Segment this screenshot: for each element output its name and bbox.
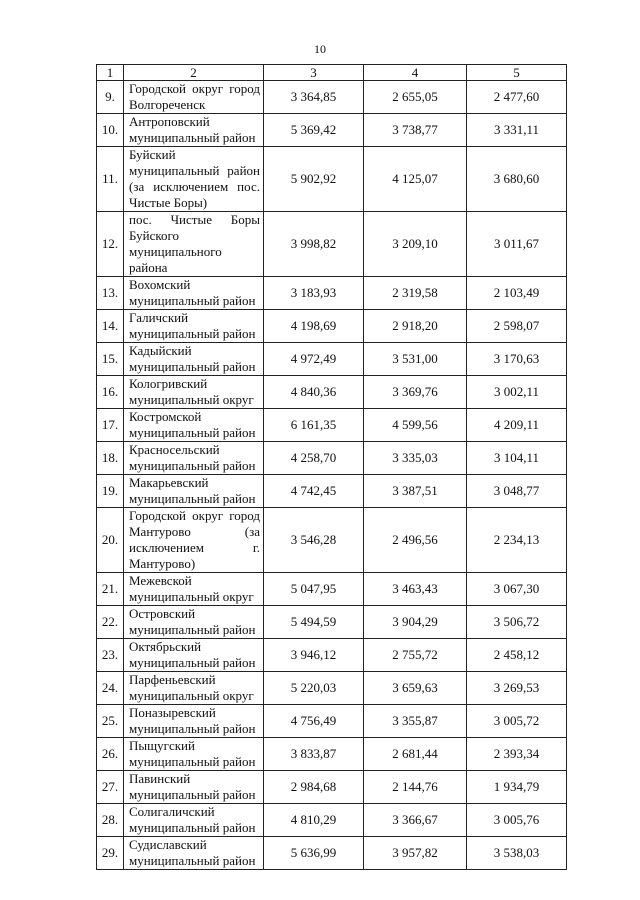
table-row [97, 114, 567, 147]
column-4-value-cell: 2 144,76 [364, 771, 467, 804]
column-5-value-cell: 2 103,49 [467, 277, 567, 310]
table-row [97, 81, 567, 114]
territory-name-cell: Костромской муниципальный район [124, 409, 264, 442]
territory-name-cell: Пыщугский муниципальный район [124, 738, 264, 771]
data-table [96, 64, 567, 870]
table-row [97, 804, 567, 837]
territory-name-cell: Вохомский муниципальный район [124, 277, 264, 310]
territory-name-cell: Городской округ город Волгореченск [124, 81, 264, 114]
table-row [97, 376, 567, 409]
column-5-value-cell: 4 209,11 [467, 409, 567, 442]
column-5-value-cell: 2 477,60 [467, 81, 567, 114]
column-header: 1 [97, 65, 124, 81]
column-3-value-cell: 4 840,36 [264, 376, 364, 409]
territory-name-cell: Октябрьский муниципальный район [124, 639, 264, 672]
row-number-cell: 27. [97, 771, 124, 804]
column-5-value-cell: 3 104,11 [467, 442, 567, 475]
table-row [97, 573, 567, 606]
column-header: 5 [467, 65, 567, 81]
table-row [97, 672, 567, 705]
column-4-value-cell: 3 209,10 [364, 212, 467, 277]
page-number: 10 [314, 42, 326, 56]
column-3-value-cell: 4 756,49 [264, 705, 364, 738]
table-body [97, 81, 567, 870]
column-header: 3 [264, 65, 364, 81]
column-4-value-cell: 2 496,56 [364, 508, 467, 573]
column-5-value-cell: 3 067,30 [467, 573, 567, 606]
column-5-value-cell: 2 393,34 [467, 738, 567, 771]
column-4-value-cell: 2 681,44 [364, 738, 467, 771]
territory-name-cell: Кадыйский муниципальный район [124, 343, 264, 376]
row-number-cell: 19. [97, 475, 124, 508]
column-3-value-cell: 3 546,28 [264, 508, 364, 573]
column-3-value-cell: 4 198,69 [264, 310, 364, 343]
header-row [97, 65, 567, 81]
territory-name-cell: Павинский муниципальный район [124, 771, 264, 804]
column-5-value-cell: 3 331,11 [467, 114, 567, 147]
row-number-cell: 12. [97, 212, 124, 277]
column-5-value-cell: 3 005,72 [467, 705, 567, 738]
column-5-value-cell: 3 269,53 [467, 672, 567, 705]
column-header: 4 [364, 65, 467, 81]
column-4-value-cell: 2 319,58 [364, 277, 467, 310]
column-3-value-cell: 4 258,70 [264, 442, 364, 475]
column-4-value-cell: 3 355,87 [364, 705, 467, 738]
row-number-cell: 11. [97, 147, 124, 212]
column-5-value-cell: 2 598,07 [467, 310, 567, 343]
column-4-value-cell: 3 738,77 [364, 114, 467, 147]
row-number-cell: 26. [97, 738, 124, 771]
column-header: 2 [124, 65, 264, 81]
territory-name-cell: Островский муниципальный район [124, 606, 264, 639]
column-5-value-cell: 2 234,13 [467, 508, 567, 573]
row-number-cell: 25. [97, 705, 124, 738]
row-number-cell: 9. [97, 81, 124, 114]
column-4-value-cell: 3 387,51 [364, 475, 467, 508]
column-4-value-cell: 3 366,67 [364, 804, 467, 837]
column-3-value-cell: 4 810,29 [264, 804, 364, 837]
table-row [97, 639, 567, 672]
column-5-value-cell: 3 506,72 [467, 606, 567, 639]
column-5-value-cell: 3 538,03 [467, 837, 567, 870]
territory-name-cell: Макарьевский муниципальный район [124, 475, 264, 508]
column-3-value-cell: 5 494,59 [264, 606, 364, 639]
column-4-value-cell: 3 957,82 [364, 837, 467, 870]
column-4-value-cell: 3 531,00 [364, 343, 467, 376]
row-number-cell: 20. [97, 508, 124, 573]
row-number-cell: 16. [97, 376, 124, 409]
table-row [97, 277, 567, 310]
table-row [97, 837, 567, 870]
table-row [97, 771, 567, 804]
column-3-value-cell: 3 998,82 [264, 212, 364, 277]
table-row [97, 606, 567, 639]
column-5-value-cell: 2 458,12 [467, 639, 567, 672]
column-3-value-cell: 2 984,68 [264, 771, 364, 804]
table-row [97, 442, 567, 475]
row-number-cell: 23. [97, 639, 124, 672]
territory-name-cell: Буйский муниципальный район (за исключением пос. Чистые Боры) [124, 147, 264, 212]
column-4-value-cell: 3 369,76 [364, 376, 467, 409]
table-row [97, 705, 567, 738]
row-number-cell: 14. [97, 310, 124, 343]
row-number-cell: 21. [97, 573, 124, 606]
territory-name-cell: пос. Чистые Боры Буйского муниципального района [124, 212, 264, 277]
territory-name-cell: Судиславский муниципальный район [124, 837, 264, 870]
row-number-cell: 17. [97, 409, 124, 442]
table-row [97, 475, 567, 508]
column-3-value-cell: 5 636,99 [264, 837, 364, 870]
table-row [97, 212, 567, 277]
table-row [97, 409, 567, 442]
column-3-value-cell: 5 369,42 [264, 114, 364, 147]
territory-name-cell: Антроповский муниципальный район [124, 114, 264, 147]
column-4-value-cell: 3 904,29 [364, 606, 467, 639]
column-3-value-cell: 5 047,95 [264, 573, 364, 606]
territory-name-cell: Парфеньевский муниципальный округ [124, 672, 264, 705]
column-4-value-cell: 2 755,72 [364, 639, 467, 672]
column-4-value-cell: 2 655,05 [364, 81, 467, 114]
column-3-value-cell: 3 946,12 [264, 639, 364, 672]
table-row [97, 147, 567, 212]
column-5-value-cell: 3 011,67 [467, 212, 567, 277]
column-4-value-cell: 3 659,63 [364, 672, 467, 705]
column-4-value-cell: 3 335,03 [364, 442, 467, 475]
column-4-value-cell: 4 599,56 [364, 409, 467, 442]
table-row [97, 343, 567, 376]
column-4-value-cell: 2 918,20 [364, 310, 467, 343]
column-3-value-cell: 6 161,35 [264, 409, 364, 442]
column-3-value-cell: 4 742,45 [264, 475, 364, 508]
row-number-cell: 22. [97, 606, 124, 639]
row-number-cell: 29. [97, 837, 124, 870]
column-5-value-cell: 3 002,11 [467, 376, 567, 409]
table-row [97, 310, 567, 343]
column-5-value-cell: 1 934,79 [467, 771, 567, 804]
territory-name-cell: Городской округ город Мантурово (за исключением г. Мантурово) [124, 508, 264, 573]
column-5-value-cell: 3 005,76 [467, 804, 567, 837]
column-3-value-cell: 5 902,92 [264, 147, 364, 212]
column-3-value-cell: 4 972,49 [264, 343, 364, 376]
column-3-value-cell: 3 833,87 [264, 738, 364, 771]
territory-name-cell: Кологривский муниципальный округ [124, 376, 264, 409]
table-row [97, 508, 567, 573]
row-number-cell: 28. [97, 804, 124, 837]
table-row [97, 738, 567, 771]
column-5-value-cell: 3 680,60 [467, 147, 567, 212]
territory-name-cell: Галичский муниципальный район [124, 310, 264, 343]
column-3-value-cell: 3 183,93 [264, 277, 364, 310]
row-number-cell: 15. [97, 343, 124, 376]
territory-name-cell: Межевской муниципальный округ [124, 573, 264, 606]
row-number-cell: 18. [97, 442, 124, 475]
column-5-value-cell: 3 170,63 [467, 343, 567, 376]
column-3-value-cell: 5 220,03 [264, 672, 364, 705]
territory-name-cell: Солигаличский муниципальный район [124, 804, 264, 837]
row-number-cell: 24. [97, 672, 124, 705]
territory-name-cell: Поназыревский муниципальный район [124, 705, 264, 738]
column-3-value-cell: 3 364,85 [264, 81, 364, 114]
column-5-value-cell: 3 048,77 [467, 475, 567, 508]
territory-name-cell: Красносельский муниципальный район [124, 442, 264, 475]
column-4-value-cell: 3 463,43 [364, 573, 467, 606]
column-4-value-cell: 4 125,07 [364, 147, 467, 212]
row-number-cell: 10. [97, 114, 124, 147]
row-number-cell: 13. [97, 277, 124, 310]
